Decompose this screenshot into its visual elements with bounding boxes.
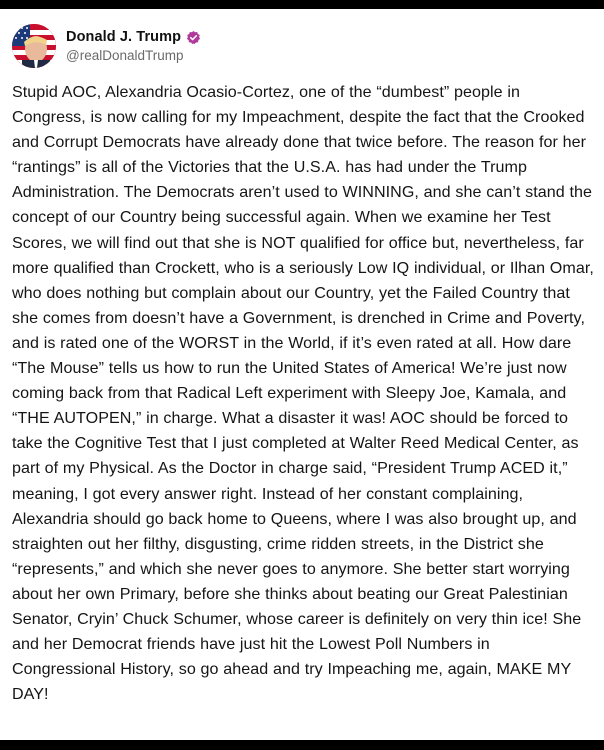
verified-badge-icon [186, 30, 201, 45]
post-body-text: Stupid AOC, Alexandria Ocasio-Cortez, one of the “dumbest” people in Congress, is now calling for my Impeachment, despite the fact that the Crooked and Corrupt Democrats have already done that twice before. The reason for her “rantings” is all of the Victories that the U.S.A. has had under the Trump Administration. The Democrats aren’t used to WINNING, and she can’t stand the concept of our Country being successful again. When we examine her Test Scores, we will find out that she is NOT qualified for office but, nevertheless, far more qualified than Crockett, who is a seriously Low IQ individual, or Ilhan Omar, who does nothing but complain about our Country, yet the Failed Country that she comes from doesn’t have a Government, is drenched in Crime and Poverty, and is rated one of the WORST in the World, if it’s even rated at all. How dare “The Mouse” tells us how to run the United States of America! We’re just now coming back from that Radical Left experiment with Sleepy Joe, Kamala, and “THE AUTOPEN,” in charge. What a disaster it was! AOC should be forced to take the Cognitive Test that I just completed at Walter Reed Medical Center, as part of my Physical. As the Doctor in charge said, “President Trump ACED it,” meaning, I got every answer right. Instead of her constant complaining, Alexandria should go back home to Queens, where I was also brought up, and straighten out her filthy, disgusting, crime ridden streets, in the District she “represents,” and which she never goes to anymore. She better start worrying about her own Primary, before she thinks about beating our Great Palestinian Senator, Cryin’ Chuck Schumer, whose career is definitely on very thin ice! She and her Democrat friends have just hit the Lowest Poll Numbers in Congressional History, so go ahead and try Impeaching me, again, MAKE MY DAY! [12, 83, 594, 704]
author-handle[interactable]: @realDonaldTrump [66, 48, 184, 63]
author-block [66, 29, 201, 63]
avatar[interactable] [12, 24, 56, 68]
author-display-name[interactable]: Donald J. Trump [66, 29, 182, 45]
post-card [0, 9, 604, 740]
author-name-row [66, 29, 201, 45]
avatar-flag-portrait-icon [12, 24, 56, 68]
post-header [12, 23, 592, 69]
